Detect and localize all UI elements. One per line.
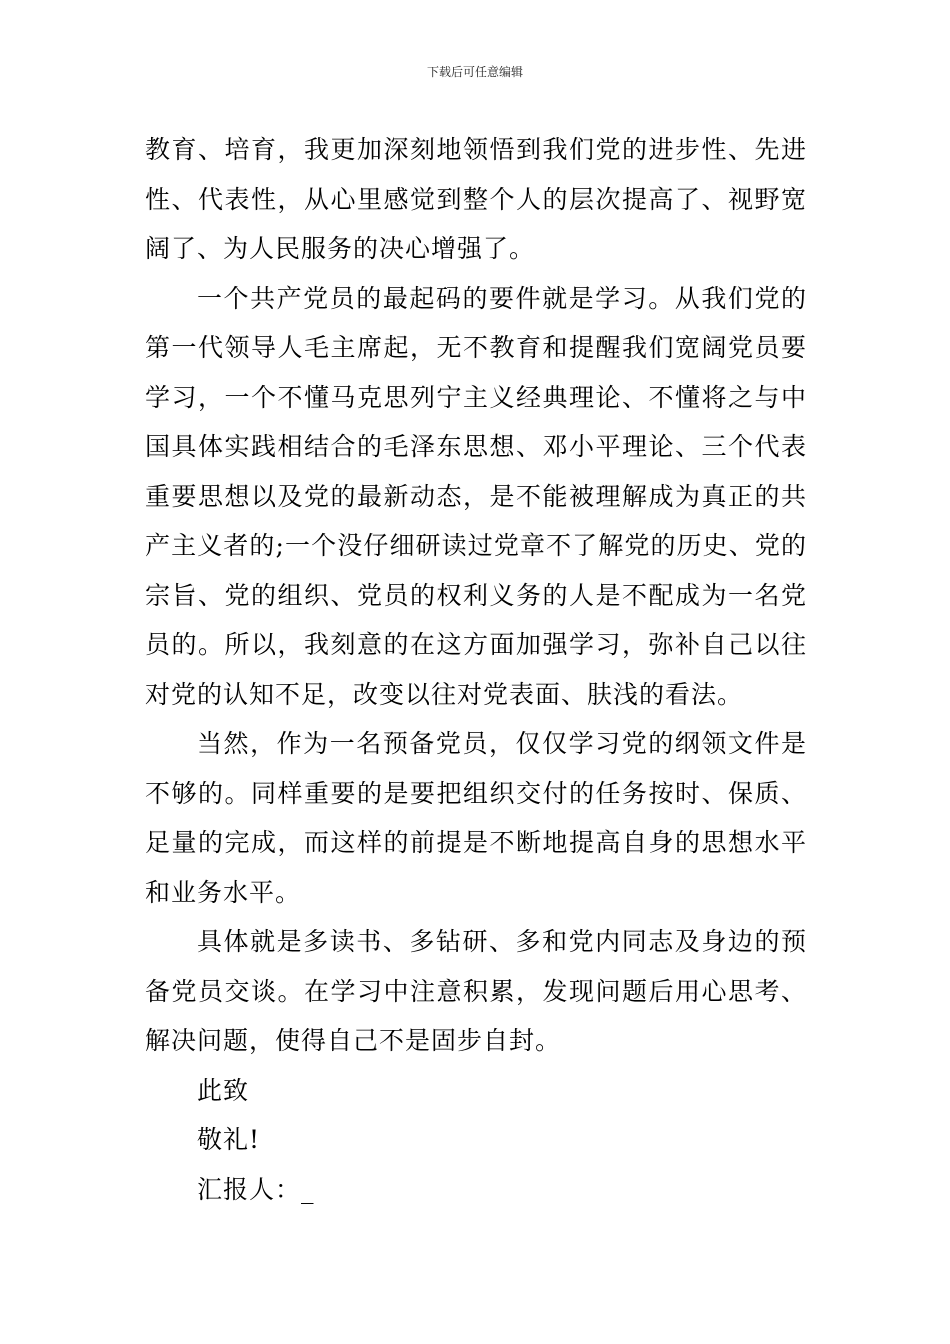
paragraph-tasks: 当然，作为一名预备党员，仅仅学习党的纲领文件是不够的。同样重要的是要把组织交付的任务按时、保质、足量的完成，而这样的前提是不断地提高自身的思想水平和业务水平。 [145, 729, 807, 907]
page-header: 下载后可任意编辑 [426, 65, 523, 79]
paragraph-continuation: 教育、培育，我更加深刻地领悟到我们党的进步性、先进性、代表性，从心里感觉到整个人的层次提高了、视野宽阔了、为人民服务的决心增强了。 [145, 135, 807, 263]
document-body [145, 125, 807, 1214]
closing-salutation: 此致 [197, 1075, 250, 1105]
reporter-signature: 汇报人：_ [197, 1174, 315, 1204]
paragraph-methods: 具体就是多读书、多钻研、多和党内同志及身边的预备党员交谈。在学习中注意积累，发现问题后用心思考、解决问题，使得自己不是固步自封。 [145, 927, 807, 1055]
paragraph-study: 一个共产党员的最起码的要件就是学习。从我们党的第一代领导人毛主席起，无不教育和提醒我们宽阔党员要学习，一个不懂马克思列宁主义经典理论、不懂将之与中国具体实践相结合的毛泽东思想、邓小平理论、三个代表重要思想以及党的最新动态，是不能被理解成为真正的共产主义者的;一个没仔细研读过党章不了解党的历史、党的宗旨、党的组织、党员的权利义务的人是不配成为一名党员的。所以，我刻意的在这方面加强学习，弥补自己以往对党的认知不足，改变以往对党表面、肤浅的看法。 [145, 283, 807, 709]
closing-regards: 敬礼! [197, 1125, 261, 1154]
